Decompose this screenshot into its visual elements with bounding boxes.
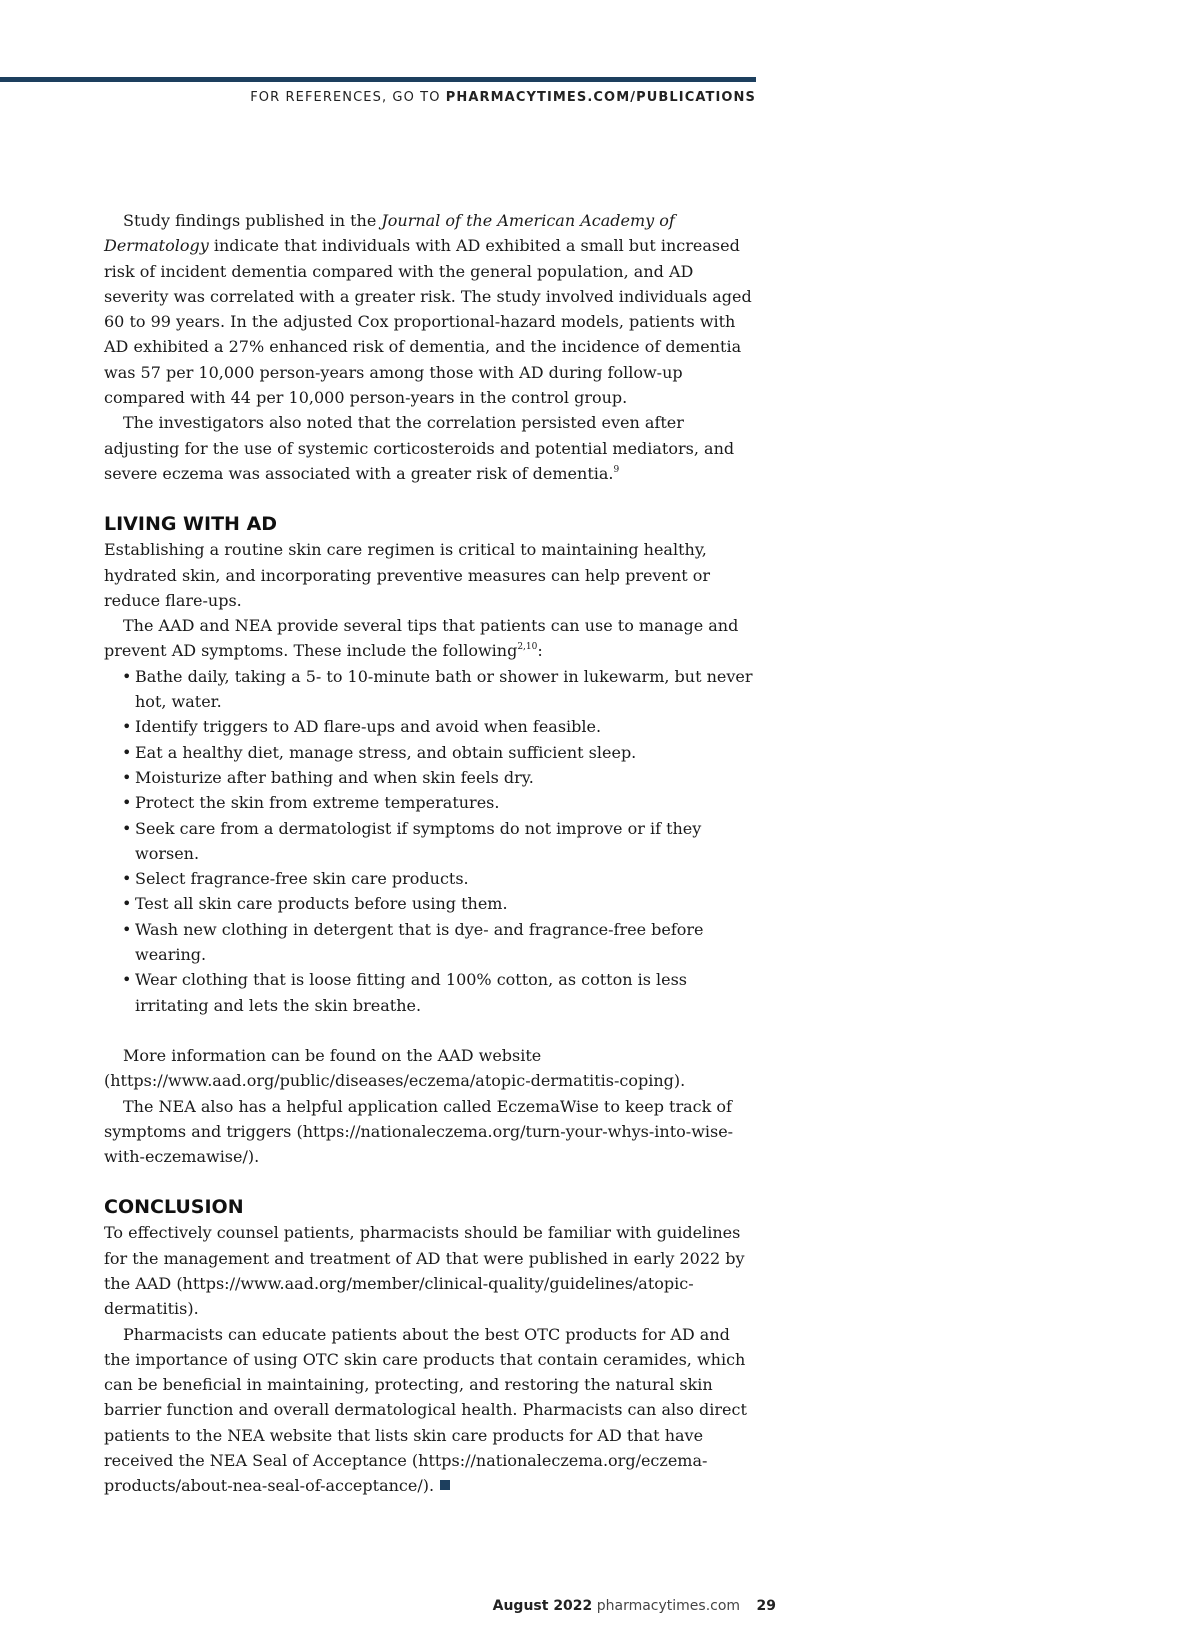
section-heading-living: LIVING WITH AD	[104, 513, 278, 536]
intro-rest: indicate that individuals with AD exhibited a small but increased risk of incident dementia compared with the general population, and AD severity was correlated with a greater risk. The study involved individuals aged 60 to 99 years. In the adjusted Cox proportional-hazard models, patients with AD exhibited a 27% enhanced risk of dementia, and the incidence of dementia was 57 per 10,000 person-years among those with AD during follow-up compared with 44 per 10,000 person-years in the control group.	[104, 236, 752, 408]
list-item	[122, 967, 754, 1018]
references-site: PHARMACYTIMES.COM/PUBLICATIONS	[445, 90, 756, 105]
conclusion-paragraph-1: To effectively counsel patients, pharmacists should be familiar with guidelines for the management and treatment of AD that were published in early 2022 by the AAD (https://www.aad.org/member/clinical-quality/guidelines/atopic-dermatitis).	[104, 1223, 745, 1319]
conclusion-paragraph-2	[104, 1322, 754, 1499]
footer-site: pharmacytimes.com	[596, 1598, 741, 1614]
end-of-article-icon	[440, 1480, 450, 1490]
intro-paragraph-1	[104, 208, 754, 410]
list-item	[122, 714, 754, 739]
intro-lead: Study findings published in the	[123, 211, 382, 230]
bullet-icon: •	[122, 717, 132, 737]
living-p2-text: The AAD and NEA provide several tips that patients can use to manage and prevent AD symptoms. These include the following	[104, 616, 739, 661]
article-body	[104, 208, 754, 1499]
bullet-icon: •	[122, 666, 132, 686]
conclusion-p2-text: Pharmacists can educate patients about the best OTC products for AD and the importance of using OTC skin care products that contain ceramides, which can be beneficial in maintaining, protecting, and restoring the natural skin barrier function and overall dermatological health. Pharmacists can also direct patients to the NEA website that lists skin care products for AD that have received the NEA Seal of Acceptance (https://nationaleczema.org/eczema-products/about-nea-seal-of-acceptance/).	[104, 1324, 747, 1496]
bullet-icon: •	[122, 767, 132, 787]
spacer	[104, 1018, 754, 1043]
tips-list	[104, 664, 754, 1018]
living-paragraph-3: More information can be found on the AAD website (https://www.aad.org/public/diseases/eczema/atopic-dermatitis-coping).	[104, 1045, 686, 1091]
list-item	[122, 816, 754, 867]
bullet-icon: •	[122, 869, 132, 889]
list-item-text: Seek care from a dermatologist if symptoms do not improve or if they worsen.	[135, 818, 702, 863]
intro-p2-text: The investigators also noted that the correlation persisted even after adjusting for the use of systemic corticosteroids and potential mediators, and severe eczema was associated with a greater risk of dementia.	[104, 413, 735, 483]
list-item	[122, 790, 754, 815]
issue-date: August 2022	[492, 1598, 593, 1614]
list-item	[122, 765, 754, 790]
list-item-text: Moisturize after bathing and when skin feels dry.	[135, 767, 534, 787]
references-prefix: FOR REFERENCES, GO TO	[250, 90, 446, 105]
list-item	[122, 917, 754, 968]
bullet-icon: •	[122, 894, 132, 914]
living-p2-colon: :	[537, 641, 543, 661]
bullet-icon: •	[122, 919, 132, 939]
living-paragraph-1: Establishing a routine skin care regimen is critical to maintaining healthy, hydrated skin, and incorporating preventive measures can help prevent or reduce flare-ups.	[104, 540, 711, 610]
bullet-icon: •	[122, 970, 132, 990]
intro-paragraph-2	[104, 410, 754, 486]
list-item	[122, 664, 754, 715]
list-item	[122, 740, 754, 765]
list-item-text: Protect the skin from extreme temperatures.	[135, 793, 500, 813]
reference-superscript: 9	[613, 464, 620, 475]
header-rule	[0, 77, 756, 82]
bullet-icon: •	[122, 742, 132, 762]
living-paragraph-4: The NEA also has a helpful application called EczemaWise to keep track of symptoms and triggers (https://nationaleczema.org/turn-your-whys-into-wise-with-eczemawise/).	[104, 1096, 734, 1167]
journal-title: Journal of the American Academy of Dermatology	[104, 211, 675, 256]
references-line	[250, 90, 756, 105]
list-item-text: Wash new clothing in detergent that is dye- and fragrance-free before wearing.	[135, 919, 704, 965]
list-item	[122, 866, 754, 891]
section-heading-conclusion: CONCLUSION	[104, 1196, 244, 1219]
bullet-icon: •	[122, 818, 132, 838]
bullet-icon: •	[122, 793, 132, 813]
list-item-text: Bathe daily, taking a 5- to 10-minute bath or shower in lukewarm, but never hot, water.	[135, 666, 753, 712]
list-item-text: Test all skin care products before using them.	[135, 894, 508, 914]
page-footer	[493, 1598, 776, 1614]
list-item-text: Wear clothing that is loose fitting and 100% cotton, as cotton is less irritating and lets the skin breathe.	[135, 970, 688, 1015]
list-item-text: Identify triggers to AD flare-ups and avoid when feasible.	[135, 717, 602, 737]
list-item-text: Eat a healthy diet, manage stress, and obtain sufficient sleep.	[135, 742, 637, 762]
reference-superscript: 2,10	[517, 642, 538, 653]
living-paragraph-2	[104, 613, 754, 664]
list-item	[122, 891, 754, 916]
page-number: 29	[756, 1598, 776, 1614]
list-item-text: Select fragrance-free skin care products.	[135, 869, 469, 889]
